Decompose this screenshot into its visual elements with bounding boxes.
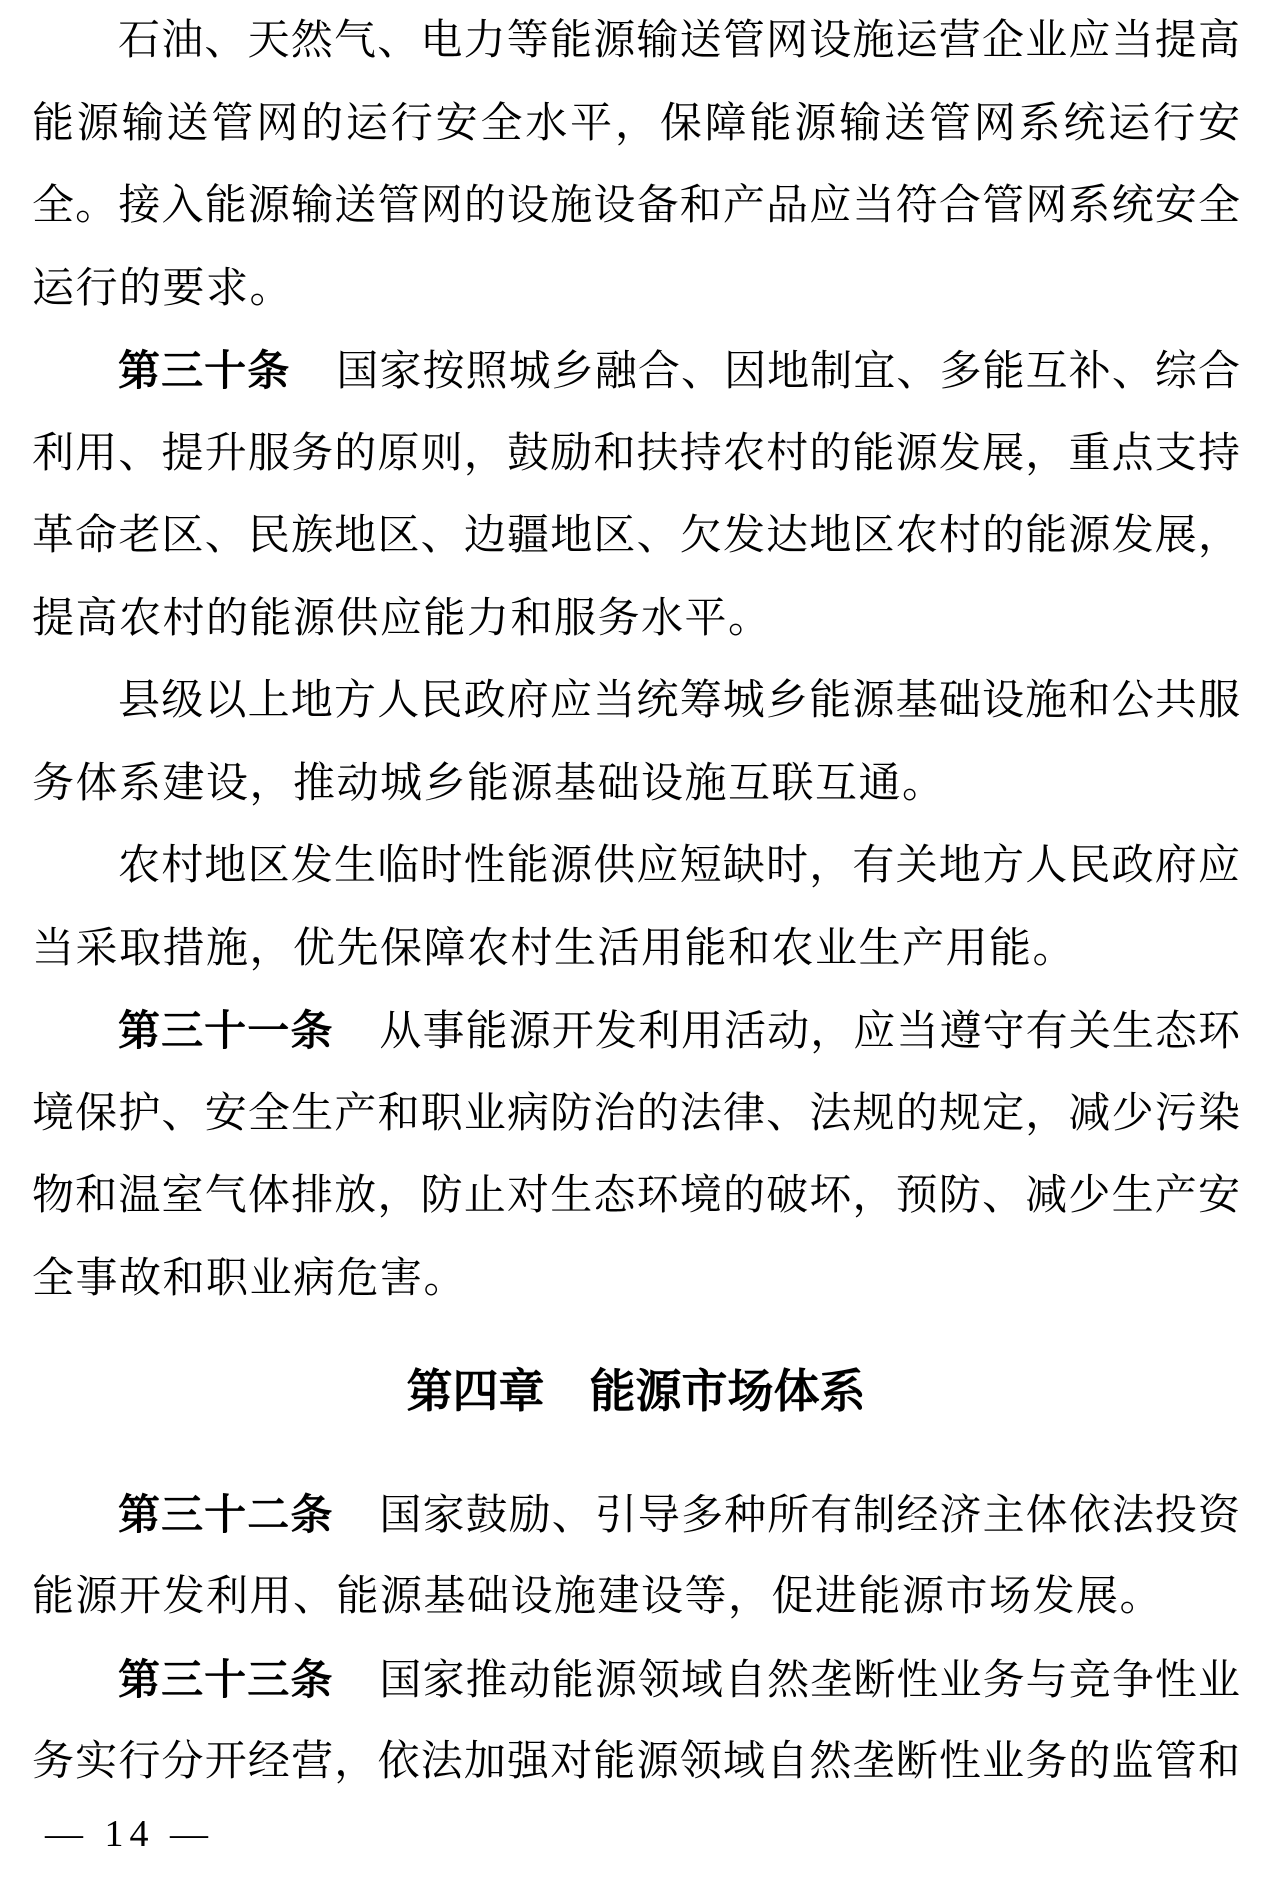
article-number: 第三十三条	[118, 1655, 334, 1703]
text-line: 利用、提升服务的原则，鼓励和扶持农村的能源发展，重点支持	[32, 430, 1240, 477]
text-line: 物和温室气体排放，防止对生态环境的破坏，预防、减少生产安	[32, 1173, 1240, 1219]
article-text: 从事能源开发利用活动，应当遵守有关生态环	[379, 1009, 1240, 1055]
chapter-heading	[32, 1350, 1240, 1433]
chapter-number: 第四章	[406, 1365, 545, 1417]
text-line: 能源开发利用、能源基础设施建设等，促进能源市场发展。	[32, 1574, 1164, 1620]
article-text: 国家按照城乡融合、因地制宜、多能互补、综合	[336, 349, 1240, 395]
article-number: 第三十条	[118, 347, 291, 394]
text-line: 能源输送管网的运行安全水平，保障能源输送管网系统运行安	[32, 100, 1240, 147]
text-line: 境保护、安全生产和职业病防治的法律、法规的规定，减少污染	[32, 1090, 1240, 1137]
text-line	[32, 990, 1240, 1073]
document-body	[32, 0, 1240, 1804]
text-line: 全。接入能源输送管网的设施设备和产品应当符合管网系统安全	[32, 183, 1240, 229]
text-line: 务实行分开经营，依法加强对能源领域自然垄断性业务的监管和	[32, 1739, 1240, 1785]
text-line: 革命老区、民族地区、边疆地区、欠发达地区农村的能源发展，	[32, 513, 1240, 559]
text-line	[32, 1474, 1240, 1557]
article-number: 第三十二条	[118, 1490, 334, 1538]
text-line: 当采取措施，优先保障农村生活用能和农业生产用能。	[32, 925, 1077, 972]
chapter-title: 能源市场体系	[589, 1365, 866, 1417]
text-line: 农村地区发生临时性能源供应短缺时，有关地方人民政府应	[118, 843, 1240, 889]
text-line: 石油、天然气、电力等能源输送管网设施运营企业应当提高	[118, 18, 1240, 64]
text-line: 提高农村的能源供应能力和服务水平。	[32, 595, 772, 642]
article-number: 第三十一条	[118, 1007, 334, 1054]
article-text: 国家推动能源领域自然垄断性业务与竞争性业	[379, 1657, 1240, 1704]
text-line: 县级以上地方人民政府应当统筹城乡能源基础设施和公共服	[118, 678, 1240, 724]
text-line: 全事故和职业病危害。	[32, 1255, 468, 1302]
page-number: — 14 —	[45, 1813, 214, 1855]
text-line: 运行的要求。	[32, 265, 294, 312]
text-line	[32, 330, 1240, 413]
article-text: 国家鼓励、引导多种所有制经济主体依法投资	[379, 1492, 1240, 1539]
text-line: 务体系建设，推动城乡能源基础设施互联互通。	[32, 760, 946, 807]
text-line	[32, 1639, 1240, 1722]
